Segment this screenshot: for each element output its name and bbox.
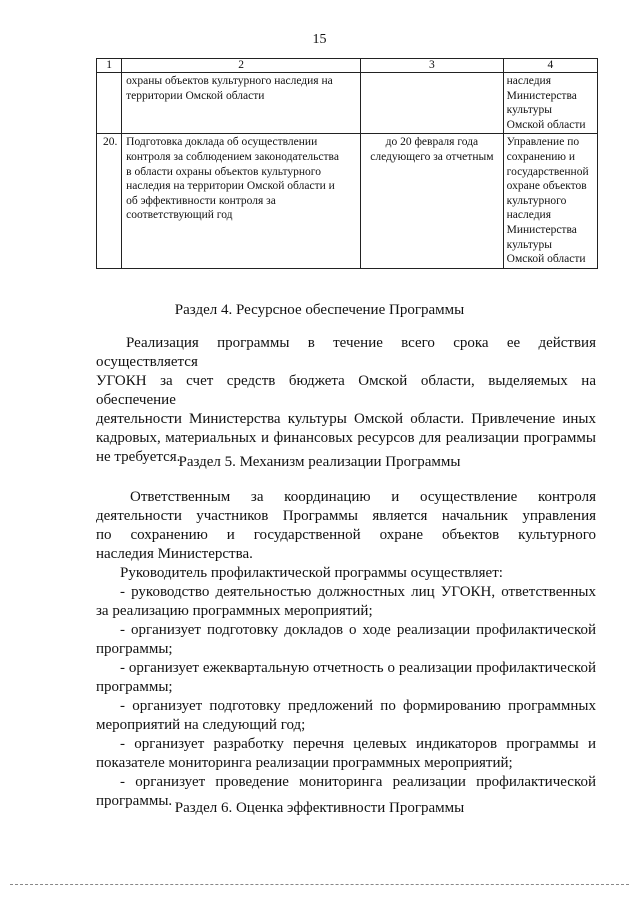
paragraph-line: кадровых, материальных и финансовых ресурсов для реализации программы <box>96 430 596 446</box>
cell-text-line: наследия на территории Омской области и <box>126 180 335 193</box>
paragraph-line: - организует разработку перечня целевых индикаторов программы и <box>120 736 596 752</box>
section-4-heading: Раздел 4. Ресурсное обеспечение Программы <box>174 302 465 318</box>
cell-text-line: в области охраны объектов культурного <box>126 165 321 178</box>
cell-text-line: Министерства <box>506 223 577 236</box>
page-number: 15 <box>312 32 327 47</box>
cell-text-line: охраны объектов культурного наследия на <box>126 75 333 87</box>
row-responsible-cell <box>503 134 597 268</box>
paragraph-line: показателе мониторинга реализации программных мероприятий; <box>96 755 513 771</box>
page-bottom-divider <box>10 884 629 885</box>
table-header-cell: 3 <box>361 59 504 73</box>
paragraph-line: - организует ежеквартальную отчетность о реализации профилактической <box>120 660 596 676</box>
row-responsible-cell <box>503 73 597 134</box>
cell-text-line: наследия <box>506 75 551 87</box>
cell-text-line: сохранению и <box>506 150 576 163</box>
cell-text-line: наследия <box>506 209 551 222</box>
row-description-cell <box>122 73 361 134</box>
cell-text-line: об эффективности контроля за <box>126 194 276 207</box>
activities-table <box>96 58 598 269</box>
section-5-heading: Раздел 5. Механизм реализации Программы <box>178 454 461 470</box>
paragraph-line: - организует подготовку докладов о ходе реализации профилактической <box>120 622 596 638</box>
cell-text-line: до 20 февраля года <box>385 136 479 149</box>
row-number-cell: 20. <box>97 134 122 268</box>
paragraph-line: наследия Министерства. <box>96 546 253 562</box>
paragraph-line: программы; <box>96 679 173 695</box>
table-row-20 <box>97 134 598 268</box>
table-header-cell: 2 <box>122 59 361 73</box>
row-number-cell <box>97 73 122 134</box>
section-6-heading: Раздел 6. Оценка эффективности Программы <box>174 800 465 816</box>
cell-text-line: Омской области <box>506 253 586 266</box>
cell-text-line: территории Омской области <box>126 89 265 102</box>
paragraph-line: - организует подготовку предложений по формированию программных <box>120 698 596 714</box>
cell-text-line: культуры <box>506 238 552 251</box>
paragraph-line: по сохранению и государственной охране объектов культурного <box>96 527 596 543</box>
table-header-cell: 1 <box>97 59 122 73</box>
cell-text-line: культуры <box>506 104 552 117</box>
paragraph-line: не требуется. <box>96 449 181 465</box>
row-deadline-cell <box>361 134 504 268</box>
paragraph-line: - организует проведение мониторинга реализации профилактической <box>120 774 596 790</box>
paragraph-line: программы; <box>96 641 173 657</box>
paragraph-line: деятельности Министерства культуры Омской области. Привлечение иных <box>96 411 596 427</box>
paragraph-line: мероприятий на следующий год; <box>96 717 306 733</box>
paragraph-line: программы. <box>96 793 173 809</box>
table-row-continued <box>97 73 598 134</box>
paragraph-line: деятельности участников Программы является начальник управления <box>96 508 596 524</box>
cell-text-line: культурного <box>506 194 567 207</box>
row-deadline-cell <box>361 73 504 134</box>
paragraph-line: - руководство деятельностью должностных лиц УГОКН, ответственных <box>120 584 596 600</box>
cell-text-line: Управление по <box>506 136 580 149</box>
cell-text-line: следующего за отчетным <box>370 150 494 163</box>
cell-text-line: государственной <box>506 165 589 178</box>
section-5-paragraph <box>96 488 596 811</box>
cell-text-line: Министерства <box>506 89 577 102</box>
cell-text-line: Подготовка доклада об осуществлении <box>126 136 318 149</box>
paragraph-line: Ответственным за координацию и осуществление контроля <box>130 489 596 505</box>
row-description-cell <box>122 134 361 268</box>
cell-text-line: соответствующий год <box>126 209 233 222</box>
table-header-cell: 4 <box>503 59 597 73</box>
cell-text-line: охране объектов <box>506 180 587 193</box>
table-header-row <box>97 59 598 73</box>
cell-text-line: контроля за соблюдением законодательства <box>126 150 339 163</box>
paragraph-line: за реализацию программных мероприятий; <box>96 603 373 619</box>
cell-text-line: Омской области <box>506 118 586 131</box>
paragraph-line: Реализация программы в течение всего срока ее действия осуществляется <box>96 335 596 370</box>
paragraph-line: Руководитель профилактической программы осуществляет: <box>120 565 503 581</box>
section-4-paragraph <box>96 334 596 467</box>
paragraph-line: УГОКН за счет средств бюджета Омской области, выделяемых на обеспечение <box>96 373 596 408</box>
